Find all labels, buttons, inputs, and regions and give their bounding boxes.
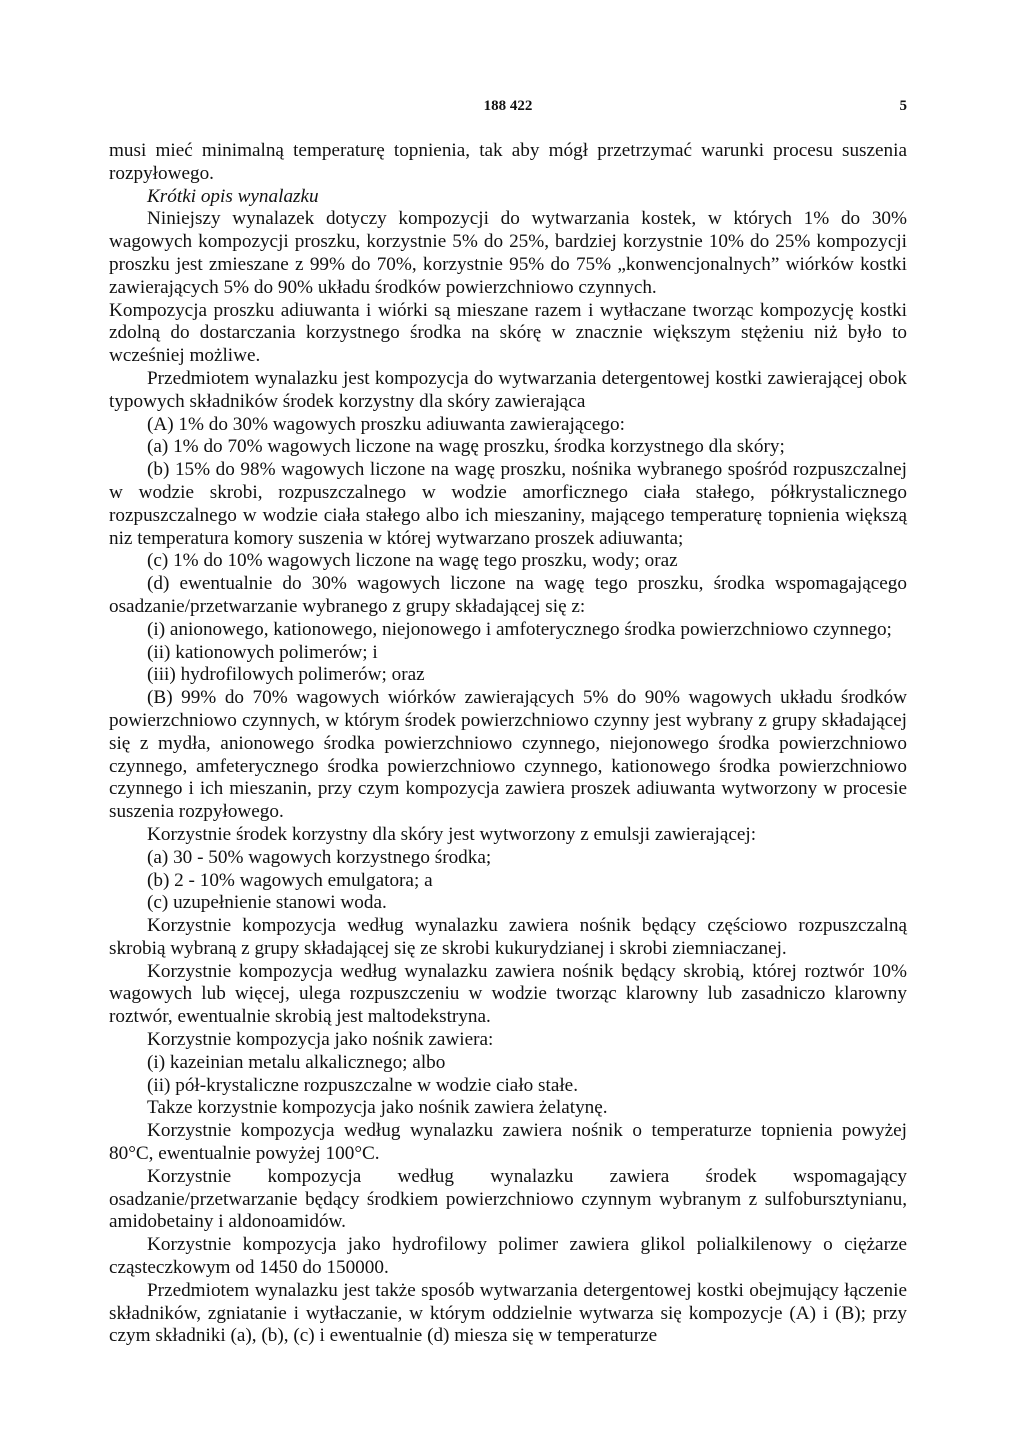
paragraph: musi mieć minimalną temperaturę topnienia, tak aby mógł przetrzymać warunki procesu suszenia rozpyłowego. — [109, 140, 907, 184]
paragraph: Korzystnie kompozycja według wynalazku zawiera nośnik o temperaturze topnienia powyżej 80°C, ewentualnie powyżej 100°C. — [109, 1120, 907, 1165]
list-item: (i) anionowego, kationowego, niejonowego i amfoterycznego środka powierzchniowo czynnego; — [147, 618, 892, 640]
section-heading: Krótki opis wynalazku — [147, 185, 319, 207]
list-item: (b) 2 - 10% wagowych emulgatora; a — [147, 869, 433, 891]
paragraph: Przedmiotem wynalazku jest także sposób wytwarzania detergentowej kostki obejmujący łączenie składników, zgniatanie i wytłaczanie, w którym oddzielnie wytwarza się kompozycje (A) i (B); przy czym składniki (a), (b), (c) i ewentualnie (d) miesza się w temperaturze — [109, 1279, 907, 1347]
list-item: (d) ewentualnie do 30% wagowych liczone na wagę tego proszku, środka wspomagającego osadzanie/przetwarzanie wybranego z grupy składającej się z: — [109, 573, 907, 617]
page-header — [109, 98, 907, 120]
paragraph: Korzystnie kompozycja według wynalazku zawiera środek wspomagający osadzanie/przetwarzanie będący środkiem powierzchniowo czynnym wybranym z sulfobursztynianu, amidobetainy i aldonoamidów. — [109, 1165, 907, 1233]
paragraph: Korzystnie kompozycja jako hydrofilowy polimer zawiera glikol polialkilenowy o ciężarze cząsteczkowym od 1450 do 150000. — [109, 1234, 907, 1279]
paragraph: Korzystnie kompozycja jako nośnik zawiera: — [147, 1029, 494, 1051]
paragraph: Kompozycja proszku adiuwanta i wiórki są mieszane razem i wytłaczane tworząc kompozycję kostki zdolną do dostarczania korzystnego środka na skórę w znacznie większym stężeniu niż było to wcześniej możliwe. — [109, 299, 907, 367]
list-item: (ii) kationowych polimerów; i — [147, 641, 378, 663]
list-item: (B) 99% do 70% wagowych wiórków zawierających 5% do 90% wagowych układu środków powierzchniowo czynnych, w którym środek powierzchniowo czynny jest wybrany z grupy składającej się z mydła, anionowego środka powierzchniowo czynnego, niejonowego środka powierzchniowo czynnego, amfeterycznego środka powierzchniowo czynnego, kationowego środka powierzchniowo czynnego i ich mieszanin, przy czym kompozycja zawiera proszek adiuwanta wytworzony w procesie suszenia rozpyłowego. — [109, 687, 907, 823]
document-body — [109, 140, 907, 1348]
paragraph: Korzystnie kompozycja według wynalazku zawiera nośnik będący skrobią, której roztwór 10% wagowych lub więcej, ulega rozpuszczeniu w wodzie tworząc klarowny lub zasadniczo klarowny roztwór, ewentualnie skrobią jest maltodekstryna. — [109, 960, 907, 1028]
patent-number: 188 422 — [483, 98, 533, 114]
paragraph: Niniejszy wynalazek dotyczy kompozycji do wytwarzania kostek, w których 1% do 30% wagowych kompozycji proszku, korzystnie 5% do 25%, bardziej korzystnie 10% do 25% kompozycji proszku jest zmieszane z 99% do 70%, korzystnie 95% do 75% „konwencjonalnych” wiórków kostki zawierających 5% do 90% układu środków powierzchniowo czynnych. — [109, 208, 907, 298]
paragraph: Korzystnie kompozycja według wynalazku zawiera nośnik będący częściowo rozpuszczalną skrobią wybraną z grupy składającej się ze skrobi kukurydzianej i skrobi ziemniaczanej. — [109, 915, 907, 959]
list-item: (c) 1% do 10% wagowych liczone na wagę tego proszku, wody; oraz — [147, 550, 678, 572]
page-number: 5 — [899, 98, 907, 114]
list-item: (ii) pół-krystaliczne rozpuszczalne w wodzie ciało stałe. — [147, 1074, 578, 1096]
list-item: (iii) hydrofilowych polimerów; oraz — [147, 664, 425, 686]
list-item: (a) 1% do 70% wagowych liczone na wagę proszku, środka korzystnego dla skóry; — [147, 436, 785, 458]
paragraph: Korzystnie środek korzystny dla skóry jest wytworzony z emulsji zawierającej: — [147, 823, 757, 845]
list-item: (A) 1% do 30% wagowych proszku adiuwanta zawierającego: — [147, 413, 625, 435]
list-item: (a) 30 - 50% wagowych korzystnego środka; — [147, 846, 492, 868]
list-item: (b) 15% do 98% wagowych liczone na wagę proszku, nośnika wybranego spośród rozpuszczalnej w wodzie skrobi, rozpuszczalnego w wodzie amorficznego ciała stałego, półkrystalicznego rozpuszczalnego w wodzie ciała stałego albo ich mieszaniny, mającego temperaturę topnienia większą niz temperatura komory suszenia w której wytwarzano proszek adiuwanta; — [109, 459, 907, 549]
paragraph: Takze korzystnie kompozycja jako nośnik zawiera żelatynę. — [147, 1097, 608, 1119]
list-item: (i) kazeinian metalu alkalicznego; albo — [147, 1051, 446, 1073]
list-item: (c) uzupełnienie stanowi woda. — [147, 892, 387, 914]
paragraph: Przedmiotem wynalazku jest kompozycja do wytwarzania detergentowej kostki zawierającej obok typowych składników środek korzystny dla skóry zawierająca — [109, 367, 907, 412]
